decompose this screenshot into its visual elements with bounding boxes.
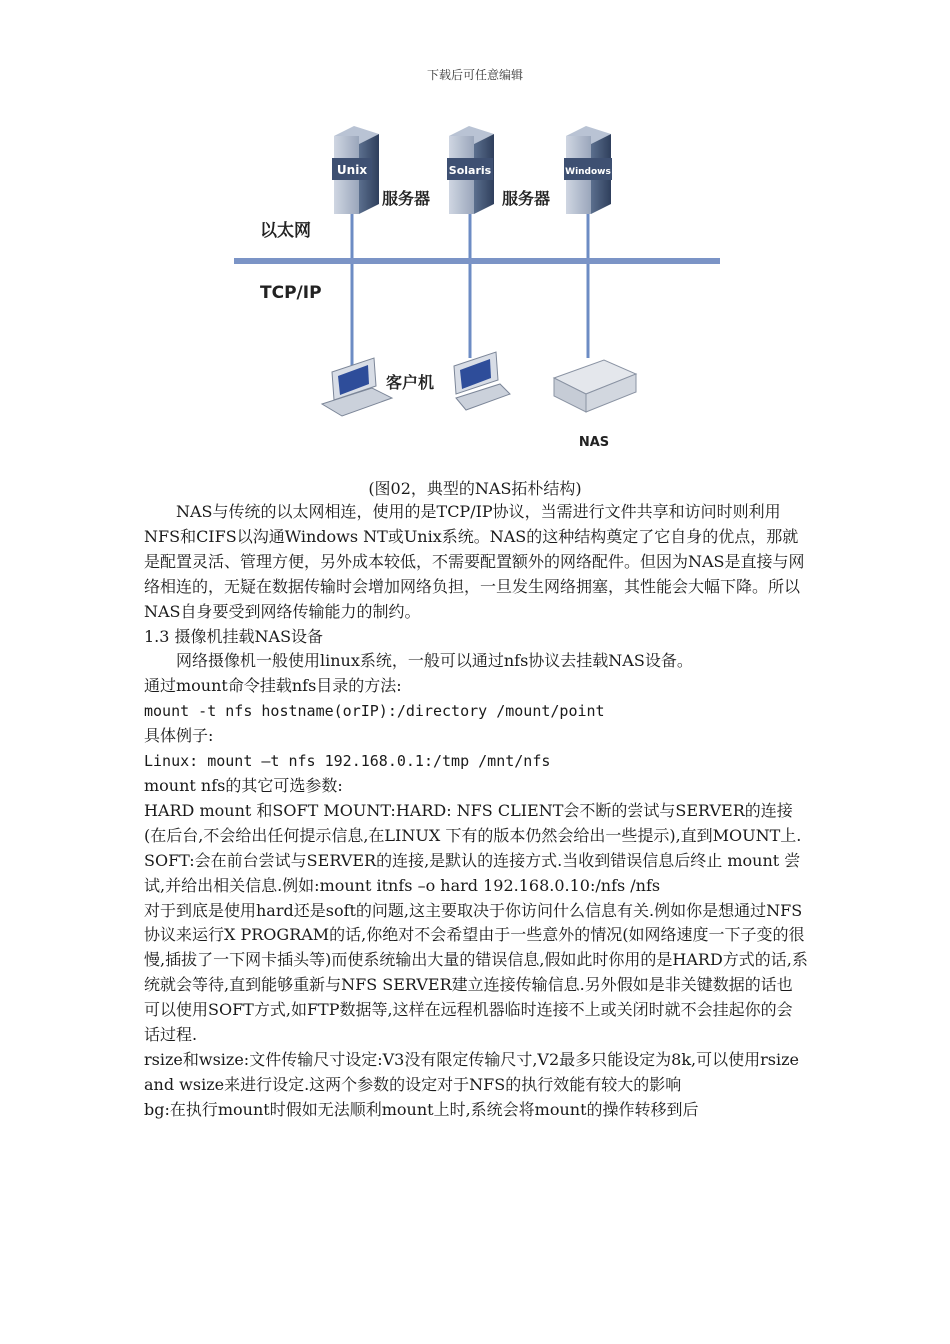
paragraph-camera: 网络摄像机一般使用linux系统，一般可以通过nfs协议去挂载NAS设备。 xyxy=(176,651,693,671)
paragraph-rsize-wsize: rsize和wsize:文件传输尺寸设定:V3没有限定传输尺寸,V2最多只能设定为8k,可以使用rsize and wsize来进行设定.这两个参数的设定对于NFS的执行效能有较大的影响 xyxy=(144,1049,799,1094)
server-label-1: 服务器 xyxy=(382,189,431,208)
client-computer-1 xyxy=(322,358,392,416)
paragraph-hard-soft: HARD mount 和SOFT MOUNT:HARD: NFS CLIENT会不断的尝试与SERVER的连接(在后台,不会给出任何提示信息,在LINUX 下有的版本仍然会给出一些提示),直到MOUNT上. xyxy=(144,800,802,845)
nas-label: NAS xyxy=(578,435,610,450)
section-heading: 1.3 摄像机挂载NAS设备 xyxy=(144,626,324,646)
code-mount-example: Linux: mount –t nfs 192.168.0.1:/tmp /mnt/nfs xyxy=(144,752,551,771)
paragraph-options-label: mount nfs的其它可选参数: xyxy=(144,775,343,795)
paragraph-example-label: 具体例子: xyxy=(144,726,214,746)
ethernet-bus xyxy=(234,258,720,264)
tcpip-label: TCP/IP xyxy=(260,283,322,303)
code-mount-syntax: mount -t nfs hostname(orIP):/directory /mount/point xyxy=(144,702,605,721)
nas-device xyxy=(554,360,636,412)
figure-caption: (图02，典型的NAS拓朴结构) xyxy=(368,479,582,498)
server-windows-label: Windows xyxy=(565,167,611,177)
paragraph-bg: bg:在执行mount时假如无法顺利mount上时,系统会将mount的操作转移到后 xyxy=(144,1099,699,1119)
server-unix-label: Unix xyxy=(336,163,368,177)
paragraph-mount-method: 通过mount命令挂载nfs目录的方法: xyxy=(144,676,402,696)
client-computer-2 xyxy=(454,352,510,410)
paragraph-soft: SOFT:会在前台尝试与SERVER的连接,是默认的连接方式.当收到错误信息后终止 mount 尝试,并给出相关信息.例如:mount itnfs –o hard 192.168.0.10:/nfs /nfs xyxy=(144,850,801,895)
document-body xyxy=(144,500,808,1123)
paragraph-hard-vs-soft: 对于到底是使用hard还是soft的问题,这主要取决于你访问什么信息有关.例如你是想通过NFS协议来运行X PROGRAM的话,你绝对不会希望由于一些意外的情况(如网络速度一下子变的很慢,插拔了一下网卡插头等)而使系统输出大量的错误信息,假如此时你用的是HARD方式的话,系统就会等待,直到能够重新与NFS SERVER建立连接传输信息.另外假如是非关键数据的话也可以使用SOFT方式,如FTP数据等,这样在远程机器临时连接不上或关闭时就不会挂起你的会话过程. xyxy=(144,900,808,1045)
nas-topology-figure xyxy=(204,122,734,462)
client-label: 客户机 xyxy=(386,373,435,392)
ethernet-label: 以太网 xyxy=(260,221,311,241)
page-header: 下载后可任意编辑 xyxy=(426,68,523,82)
server-label-2: 服务器 xyxy=(502,189,551,208)
server-solaris-label: Solaris xyxy=(448,164,492,177)
paragraph-nas-intro: NAS与传统的以太网相连，使用的是TCP/IP协议，当需进行文件共享和访问时则利用NFS和CIFS以沟通Windows NT或Unix系统。NAS的这种结构奠定了它自身的优点，那就是配置灵活、管理方便，另外成本较低，不需要配置额外的网络配件。但因为NAS是直接与网络相连的，无疑在数据传输时会增加网络负担，一旦发生网络拥塞，其性能会大幅下降。所以NAS自身要受到网络传输能力的制约。 xyxy=(144,502,805,621)
